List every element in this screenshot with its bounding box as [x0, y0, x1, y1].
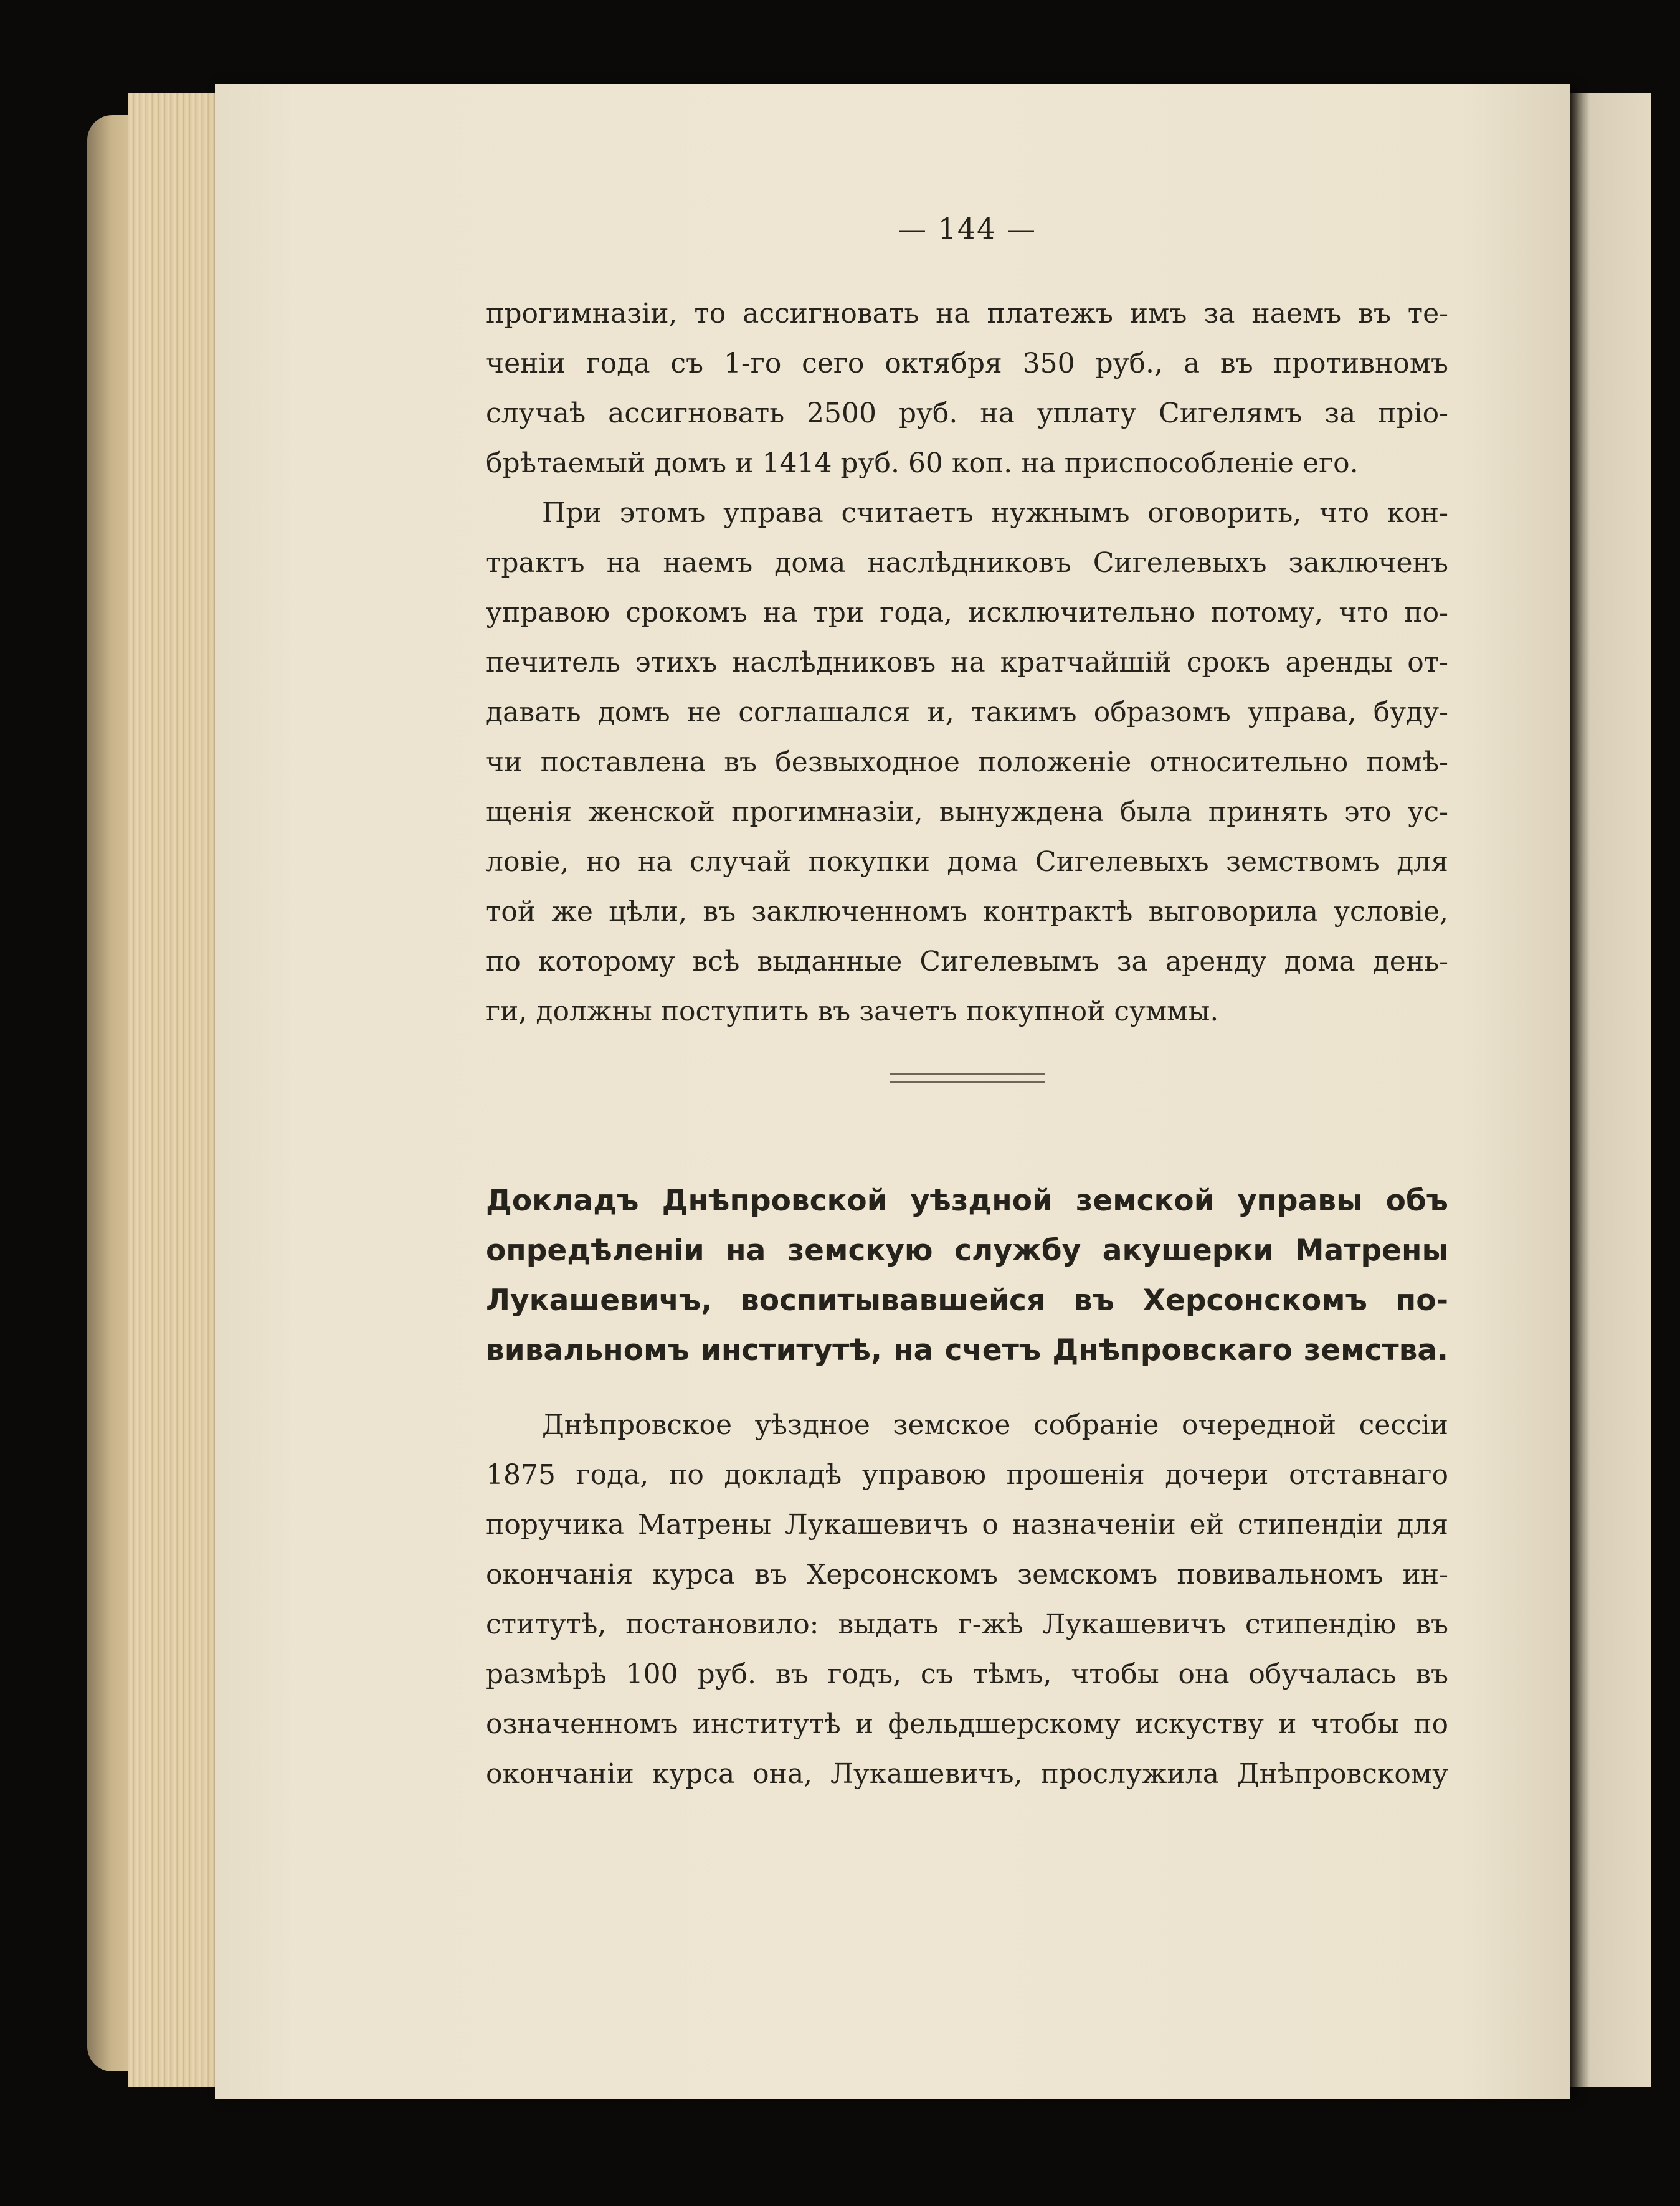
text-line: давать домъ не соглашался и, такимъ образомъ управа, буду- — [486, 697, 1448, 728]
paragraph-1 — [486, 289, 1448, 488]
paragraph-2 — [486, 488, 1448, 1037]
text-line: той же цѣли, въ заключенномъ контрактѣ выговорила условіе, — [486, 896, 1448, 928]
heading-line: Лукашевичъ, воспитывавшейся въ Херсонскомъ по- — [486, 1283, 1448, 1318]
facing-page-edge — [1570, 93, 1651, 2087]
heading-line: опредѣленіи на земскую службу акушерки Матрены — [486, 1234, 1448, 1268]
text-line: размѣрѣ 100 руб. въ годъ, съ тѣмъ, чтобы она обучалась въ — [486, 1658, 1448, 1690]
text-line: случаѣ ассигновать 2500 руб. на уплату Сигелямъ за пріо- — [486, 397, 1448, 429]
text-line: по которому всѣ выданные Сигелевымъ за аренду дома день- — [486, 946, 1448, 977]
heading-line: вивальномъ институтѣ, на счетъ Днѣпровскаго земства. — [486, 1333, 1448, 1367]
text-line: окончанія курса въ Херсонскомъ земскомъ повивальномъ ин- — [486, 1559, 1448, 1590]
page-content — [486, 212, 1448, 1799]
text-line: прогимназіи, то ассигновать на платежъ имъ за наемъ въ те- — [486, 298, 1448, 330]
section-heading — [486, 1176, 1448, 1376]
text-line: означенномъ институтѣ и фельдшерскому искуству и чтобы по — [486, 1708, 1448, 1740]
paragraph-3 — [486, 1400, 1448, 1799]
page-stack-edges — [128, 93, 227, 2087]
text-line: При этомъ управа считаетъ нужнымъ оговорить, что кон- — [542, 497, 1448, 529]
text-line: щенія женской прогимназіи, вынуждена была принять это ус- — [486, 796, 1448, 828]
text-line: трактъ на наемъ дома наслѣдниковъ Сигелевыхъ заключенъ — [486, 547, 1448, 579]
text-line: ститутѣ, постановило: выдать г-жѣ Лукашевичъ стипендію въ — [486, 1609, 1448, 1640]
text-line: чи поставлена въ безвыходное положеніе относительно помѣ- — [486, 746, 1448, 778]
section-divider — [890, 1073, 1045, 1083]
text-line: окончаніи курса она, Лукашевичъ, прослужила Днѣпровскому — [486, 1758, 1448, 1790]
text-line: ловіе, но на случай покупки дома Сигелевыхъ земствомъ для — [486, 846, 1448, 878]
text-line: Днѣпровское уѣздное земское собраніе очередной сессіи — [542, 1409, 1448, 1441]
text-line: ченіи года съ 1-го сего октября 350 руб., а въ противномъ — [486, 348, 1448, 379]
text-line: ги, должны поступить въ зачетъ покупной суммы. — [486, 996, 1219, 1027]
text-line: поручика Матрены Лукашевичъ о назначеніи ей стипендіи для — [486, 1509, 1448, 1541]
text-line: управою срокомъ на три года, исключительно потому, что по- — [486, 597, 1448, 629]
heading-line: Докладъ Днѣпровской уѣздной земской управы объ — [486, 1184, 1448, 1218]
text-line: 1875 года, по докладѣ управою прошенія дочери отставнаго — [486, 1459, 1448, 1491]
page-number: — 144 — — [897, 212, 1037, 245]
text-line: брѣтаемый домъ и 1414 руб. 60 коп. на приспособленіе его. — [486, 447, 1359, 479]
text-line: печитель этихъ наслѣдниковъ на кратчайшій срокъ аренды от- — [486, 647, 1448, 678]
